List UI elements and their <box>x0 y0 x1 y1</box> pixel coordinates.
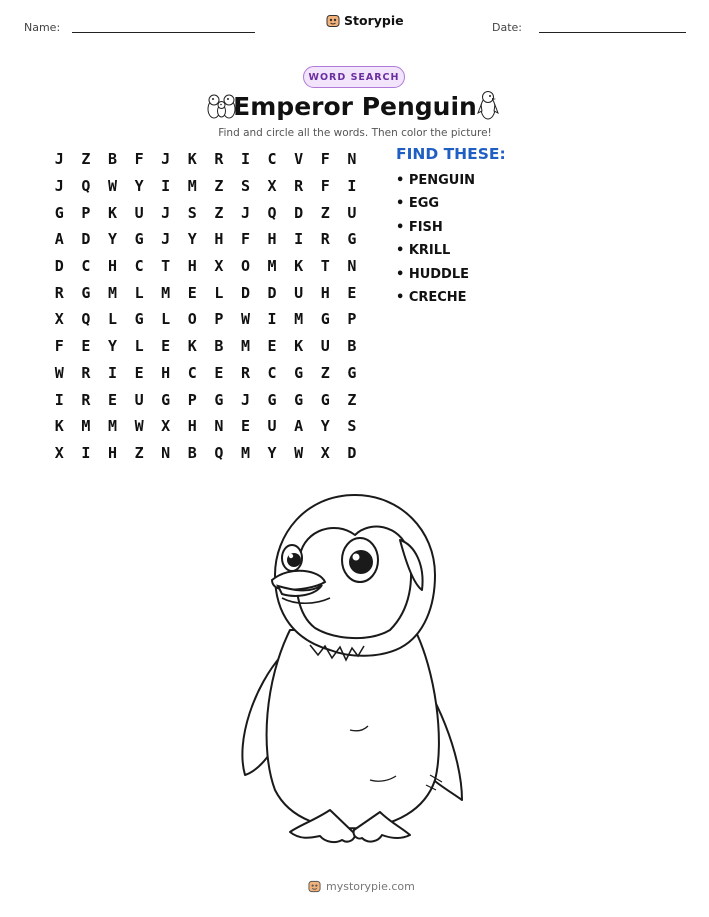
grid-cell: I <box>161 177 171 196</box>
grid-cell: J <box>240 203 250 222</box>
grid-cell: C <box>187 363 197 382</box>
grid-cell: W <box>134 417 144 436</box>
grid-cell: K <box>107 203 117 222</box>
grid-cell: M <box>187 177 197 196</box>
grid-cell: K <box>187 337 197 356</box>
grid-cell: H <box>187 257 197 276</box>
grid-cell: E <box>267 337 277 356</box>
grid-cell: L <box>134 337 144 356</box>
grid-cell: R <box>294 177 304 196</box>
penguin-icon <box>477 89 499 121</box>
grid-cell: E <box>187 283 197 302</box>
instructions: Find and circle all the words. Then color the picture! <box>218 127 492 139</box>
grid-cell: O <box>187 310 197 329</box>
grid-cell: B <box>214 337 224 356</box>
grid-cell: Z <box>214 203 224 222</box>
grid-cell: K <box>294 337 304 356</box>
grid-cell: P <box>81 203 91 222</box>
grid-cell: H <box>107 443 117 462</box>
storypie-logo-icon <box>326 14 340 28</box>
grid-cell: I <box>107 363 117 382</box>
grid-cell: U <box>134 390 144 409</box>
grid-cell: I <box>267 310 277 329</box>
word-item: • FISH <box>396 219 443 235</box>
grid-cell: O <box>240 257 250 276</box>
grid-cell: S <box>187 203 197 222</box>
grid-cell: R <box>81 390 91 409</box>
grid-cell: J <box>240 390 250 409</box>
grid-cell: E <box>81 337 91 356</box>
grid-cell: K <box>187 150 197 169</box>
grid-cell: H <box>320 283 330 302</box>
grid-cell: Y <box>187 230 197 249</box>
grid-cell: A <box>294 417 304 436</box>
grid-cell: D <box>81 230 91 249</box>
grid-cell: D <box>347 443 357 462</box>
grid-cell: X <box>54 310 64 329</box>
word-search-grid <box>46 146 365 466</box>
word-item: • HUDDLE <box>396 266 470 282</box>
grid-cell: R <box>54 283 64 302</box>
grid-cell: D <box>267 283 277 302</box>
grid-cell: G <box>134 310 144 329</box>
grid-cell: J <box>161 203 171 222</box>
grid-cell: L <box>161 310 171 329</box>
grid-cell: X <box>214 257 224 276</box>
grid-cell: C <box>81 257 91 276</box>
grid-cell: L <box>107 310 117 329</box>
grid-cell: G <box>347 363 357 382</box>
grid-cell: J <box>161 230 171 249</box>
date-line <box>539 32 686 33</box>
grid-cell: R <box>240 363 250 382</box>
grid-cell: G <box>54 203 64 222</box>
word-list-title: FIND THESE: <box>396 145 506 163</box>
grid-cell: G <box>161 390 171 409</box>
grid-cell: C <box>134 257 144 276</box>
word-item: • CRECHE <box>396 289 467 305</box>
storypie-logo-icon <box>308 880 321 893</box>
grid-cell: G <box>134 230 144 249</box>
grid-cell: V <box>294 150 304 169</box>
grid-cell: D <box>240 283 250 302</box>
grid-cell: E <box>240 417 250 436</box>
grid-cell: H <box>214 230 224 249</box>
grid-cell: G <box>347 230 357 249</box>
grid-cell: Y <box>107 337 117 356</box>
grid-cell: M <box>240 443 250 462</box>
grid-cell: Z <box>347 390 357 409</box>
grid-cell: P <box>214 310 224 329</box>
grid-cell: H <box>107 257 117 276</box>
grid-cell: W <box>294 443 304 462</box>
name-line <box>72 32 255 33</box>
grid-cell: I <box>240 150 250 169</box>
grid-cell: A <box>54 230 64 249</box>
grid-cell: E <box>347 283 357 302</box>
date-label: Date: <box>492 21 522 34</box>
grid-cell: F <box>320 177 330 196</box>
grid-cell: M <box>240 337 250 356</box>
grid-cell: J <box>54 177 64 196</box>
grid-cell: U <box>347 203 357 222</box>
grid-cell: U <box>134 203 144 222</box>
footer <box>308 880 415 893</box>
grid-cell: G <box>294 363 304 382</box>
grid-cell: F <box>54 337 64 356</box>
grid-cell: G <box>294 390 304 409</box>
grid-cell: E <box>214 363 224 382</box>
grid-cell: G <box>320 310 330 329</box>
grid-cell: X <box>320 443 330 462</box>
grid-cell: N <box>161 443 171 462</box>
grid-cell: R <box>320 230 330 249</box>
grid-cell: P <box>187 390 197 409</box>
grid-cell: N <box>347 257 357 276</box>
grid-cell: N <box>347 150 357 169</box>
grid-cell: U <box>320 337 330 356</box>
grid-cell: L <box>134 283 144 302</box>
grid-cell: I <box>347 177 357 196</box>
grid-cell: C <box>267 150 277 169</box>
grid-cell: I <box>54 390 64 409</box>
grid-cell: X <box>267 177 277 196</box>
word-item: • EGG <box>396 196 440 212</box>
grid-cell: G <box>267 390 277 409</box>
grid-cell: J <box>54 150 64 169</box>
grid-cell: T <box>320 257 330 276</box>
grid-cell: E <box>107 390 117 409</box>
grid-cell: U <box>267 417 277 436</box>
grid-cell: W <box>240 310 250 329</box>
grid-cell: Y <box>320 417 330 436</box>
footer-site: mystorypie.com <box>326 880 415 893</box>
word-search-badge: WORD SEARCH <box>303 66 405 88</box>
grid-cell: Z <box>81 150 91 169</box>
grid-cell: Z <box>320 203 330 222</box>
grid-cell: Y <box>134 177 144 196</box>
grid-cell: Z <box>134 443 144 462</box>
grid-cell: P <box>347 310 357 329</box>
grid-cell: G <box>214 390 224 409</box>
grid-cell: H <box>267 230 277 249</box>
grid-cell: Z <box>214 177 224 196</box>
grid-cell: S <box>240 177 250 196</box>
grid-cell: J <box>161 150 171 169</box>
grid-cell: Q <box>267 203 277 222</box>
grid-cell: H <box>187 417 197 436</box>
grid-cell: B <box>187 443 197 462</box>
grid-cell: C <box>267 363 277 382</box>
grid-cell: F <box>240 230 250 249</box>
grid-cell: M <box>294 310 304 329</box>
grid-cell: X <box>54 443 64 462</box>
brand-logo <box>326 13 404 28</box>
grid-cell: L <box>214 283 224 302</box>
grid-cell: Q <box>81 310 91 329</box>
grid-cell: R <box>81 363 91 382</box>
grid-cell: Q <box>214 443 224 462</box>
grid-cell: B <box>107 150 117 169</box>
grid-cell: B <box>347 337 357 356</box>
grid-cell: T <box>161 257 171 276</box>
grid-cell: M <box>81 417 91 436</box>
grid-cell: E <box>134 363 144 382</box>
grid-cell: S <box>347 417 357 436</box>
grid-cell: W <box>54 363 64 382</box>
penguin-coloring-illustration <box>230 490 480 860</box>
grid-cell: H <box>161 363 171 382</box>
grid-cell: M <box>267 257 277 276</box>
grid-cell: M <box>161 283 171 302</box>
grid-cell: R <box>214 150 224 169</box>
grid-cell: X <box>161 417 171 436</box>
grid-cell: Y <box>267 443 277 462</box>
grid-cell: U <box>294 283 304 302</box>
grid-cell: K <box>294 257 304 276</box>
grid-cell: M <box>107 283 117 302</box>
brand-name: Storypie <box>344 13 404 28</box>
grid-cell: G <box>320 390 330 409</box>
grid-cell: F <box>134 150 144 169</box>
grid-cell: E <box>161 337 171 356</box>
word-item: • PENGUIN <box>396 173 476 188</box>
grid-cell: W <box>107 177 117 196</box>
page-title: Emperor Penguin <box>233 92 477 121</box>
grid-cell: Y <box>107 230 117 249</box>
word-item: • KRILL <box>396 243 451 259</box>
grid-cell: N <box>214 417 224 436</box>
word-list <box>396 170 475 310</box>
grid-cell: I <box>81 443 91 462</box>
grid-cell: M <box>107 417 117 436</box>
grid-cell: G <box>81 283 91 302</box>
grid-cell: Q <box>81 177 91 196</box>
grid-cell: D <box>294 203 304 222</box>
grid-cell: F <box>320 150 330 169</box>
grid-cell: Z <box>320 363 330 382</box>
grid-cell: I <box>294 230 304 249</box>
name-label: Name: <box>24 21 61 34</box>
grid-cell: D <box>54 257 64 276</box>
grid-cell: K <box>54 417 64 436</box>
